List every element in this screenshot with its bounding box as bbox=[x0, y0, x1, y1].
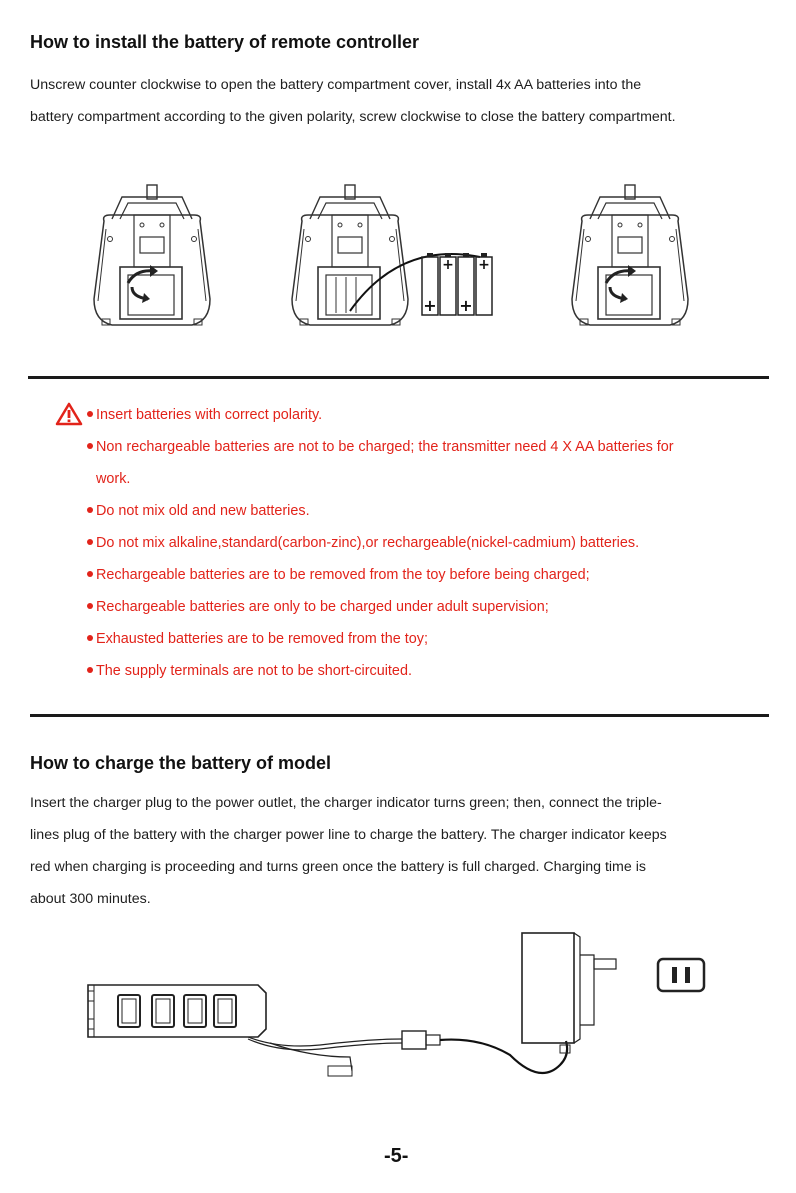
charging-illustration bbox=[80, 925, 720, 1100]
page-number: -5- bbox=[384, 1145, 409, 1167]
warning-triangle-icon bbox=[55, 402, 83, 426]
warning-item: The supply terminals are not to be short-circuited. bbox=[87, 663, 412, 679]
warning-item: Rechargeable batteries are only to be charged under adult supervision; bbox=[87, 599, 549, 615]
charge-instructions-line-3: red when charging is proceeding and turns green once the battery is full charged. Charging time is bbox=[30, 859, 646, 875]
warning-item: Non rechargeable batteries are not to be charged; the transmitter need 4 X AA batteries for bbox=[87, 439, 674, 455]
power-outlet-icon bbox=[658, 959, 704, 991]
warning-item: Insert batteries with correct polarity. bbox=[87, 407, 322, 423]
charge-instructions-line-4: about 300 minutes. bbox=[30, 891, 151, 907]
svg-text:+: + bbox=[442, 257, 454, 273]
charge-instructions-line-1: Insert the charger plug to the power outlet, the charger indicator turns green; then, connect the triple- bbox=[30, 795, 662, 811]
install-section-title: How to install the battery of remote controller bbox=[30, 32, 420, 52]
warning-item: Do not mix old and new batteries. bbox=[87, 503, 310, 519]
install-instructions-line-2: battery compartment according to the given polarity, screw clockwise to close the battery compartment. bbox=[30, 109, 676, 125]
warning-item: Exhausted batteries are to be removed from the toy; bbox=[87, 631, 428, 647]
section-divider-bottom bbox=[30, 714, 769, 717]
warning-item-continuation: work. bbox=[96, 471, 131, 487]
battery-install-illustration bbox=[80, 175, 780, 335]
charge-instructions-line-2: lines plug of the battery with the charger power line to charge the battery. The charger indicator keeps bbox=[30, 827, 667, 843]
install-instructions-line-1: Unscrew counter clockwise to open the battery compartment cover, install 4x AA batteries into the bbox=[30, 77, 642, 93]
charge-section-title: How to charge the battery of model bbox=[30, 753, 332, 773]
charger-adapter bbox=[522, 933, 616, 1053]
section-divider-top bbox=[28, 376, 769, 379]
svg-text:+: + bbox=[459, 296, 473, 315]
warning-item: Rechargeable batteries are to be removed from the toy before being charged; bbox=[87, 567, 590, 583]
battery-pack bbox=[88, 985, 266, 1037]
warning-item: Do not mix alkaline,standard(carbon-zinc),or rechargeable(nickel-cadmium) batteries. bbox=[87, 535, 639, 551]
svg-text:+: + bbox=[478, 257, 490, 273]
svg-text:+: + bbox=[423, 296, 437, 315]
